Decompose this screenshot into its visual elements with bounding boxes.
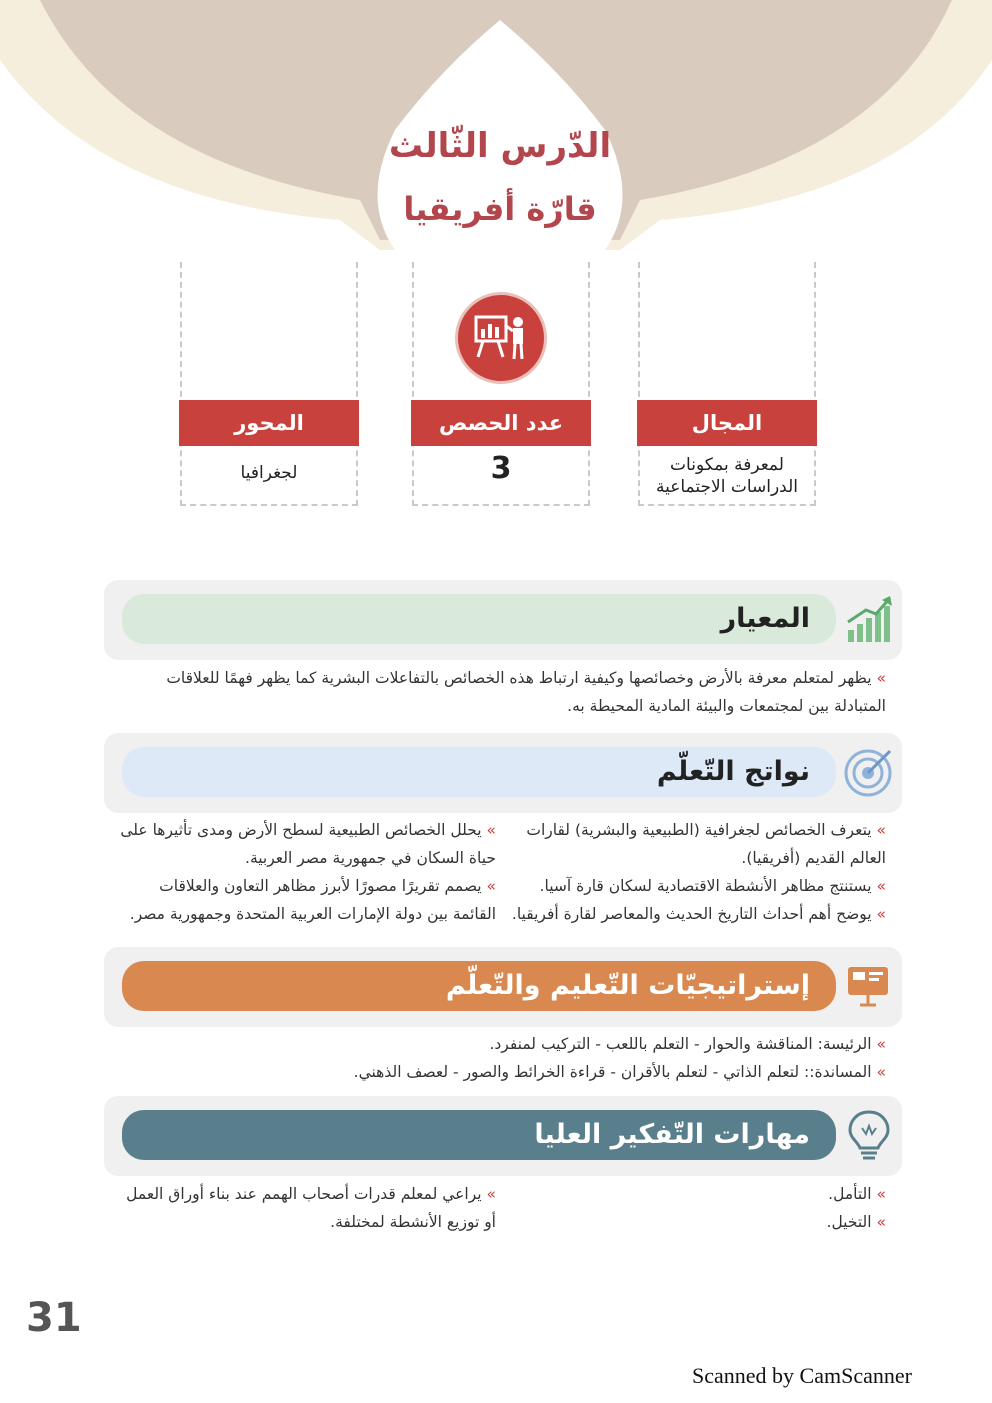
list-item: » التخيل. [826, 1213, 886, 1231]
lesson-title: قارّة أفريقيا [403, 190, 597, 228]
thinking-right-list [600, 1180, 886, 1236]
strategies-list [112, 1030, 886, 1086]
bullet-icon: » [871, 669, 886, 687]
standard-title: المعيار [720, 603, 810, 634]
list-item: » يوضح أهم أحداث التاريخ الحديث والمعاصر لقارة أفريقيا. [511, 905, 886, 923]
list-item: » يحلل الخصائص الطبيعية لسطح الأرض ومدى تأثيرها على حياة السكان في جمهورية مصر العربية. [120, 821, 496, 867]
scanner-watermark: Scanned by CamScanner [692, 1363, 912, 1388]
thinking-title: مهارات التّفكير العليا [534, 1119, 810, 1150]
periods-value: 3 [490, 451, 512, 486]
field-box [638, 262, 816, 506]
strategies-title: إستراتيجيّات التّعليم والتّعلّم [445, 970, 810, 1001]
field-value: لمعرفة بمكونات الدراسات الاجتماعية [655, 455, 799, 497]
thinking-section [104, 1096, 902, 1176]
outcomes-left-list [112, 816, 496, 928]
thinking-bar [122, 1110, 836, 1160]
list-item: » التأمل. [828, 1185, 886, 1203]
strategies-section [104, 947, 902, 1027]
growth-chart-icon [842, 592, 896, 646]
standard-text: » يظهر لمتعلم معرفة بالأرض وخصائصها وكيفية ارتباط هذه الخصائص بالتفاعلات البشرية كما يظهر فهمًا للعلاقات المتبادلة بين لمجتمعات والبيئة المادية المحيطة به. [166, 669, 886, 715]
list-item: » الرئيسة: المناقشة والحوار - التعلم باللعب - التركيب لمنفرد. [489, 1035, 886, 1053]
list-item: » يصمم تقريرًا مصورًا لأبرز مظاهر التعاون والعلاقات القائمة بين دولة الإمارات العربية المتحدة وجمهورية مصر. [129, 877, 496, 923]
target-icon [842, 745, 896, 799]
list-item: » المساندة:: لتعلم الذاتي - لتعلم بالأقران - قراءة الخرائط والصور - لعصف الذهني. [353, 1063, 886, 1081]
outcomes-right-list [510, 816, 886, 928]
lesson-label: الدّرس الثّالث [388, 126, 612, 166]
outcomes-section [104, 733, 902, 813]
standard-bar [122, 594, 836, 644]
thinking-left-list [112, 1180, 496, 1236]
presentation-board-icon [842, 959, 896, 1013]
strategies-bar [122, 961, 836, 1011]
field-label: المجال [637, 400, 817, 446]
outcomes-bar [122, 747, 836, 797]
axis-box [180, 262, 358, 506]
axis-label: المحور [179, 400, 359, 446]
axis-value: لجغرافيا [240, 463, 298, 483]
list-item: » يراعي لمعلم قدرات أصحاب الهمم عند بناء أوراق العمل أو توزيع الأنشطة لمختلفة. [126, 1185, 496, 1231]
presentation-teacher-icon [455, 292, 547, 384]
lightbulb-icon [842, 1108, 896, 1162]
list-item: » يتعرف الخصائص لجغرافية (الطبيعية والبشرية) لقارات العالم القديم (أفريقيا). [526, 821, 886, 867]
standard-section [104, 580, 902, 660]
list-item: » يستنتج مظاهر الأنشطة الاقتصادية لسكان قارة آسيا. [539, 877, 886, 895]
periods-label: عدد الحصص [411, 400, 591, 446]
page-number: 31 [26, 1295, 82, 1341]
outcomes-title: نواتج التّعلّم [656, 756, 810, 787]
